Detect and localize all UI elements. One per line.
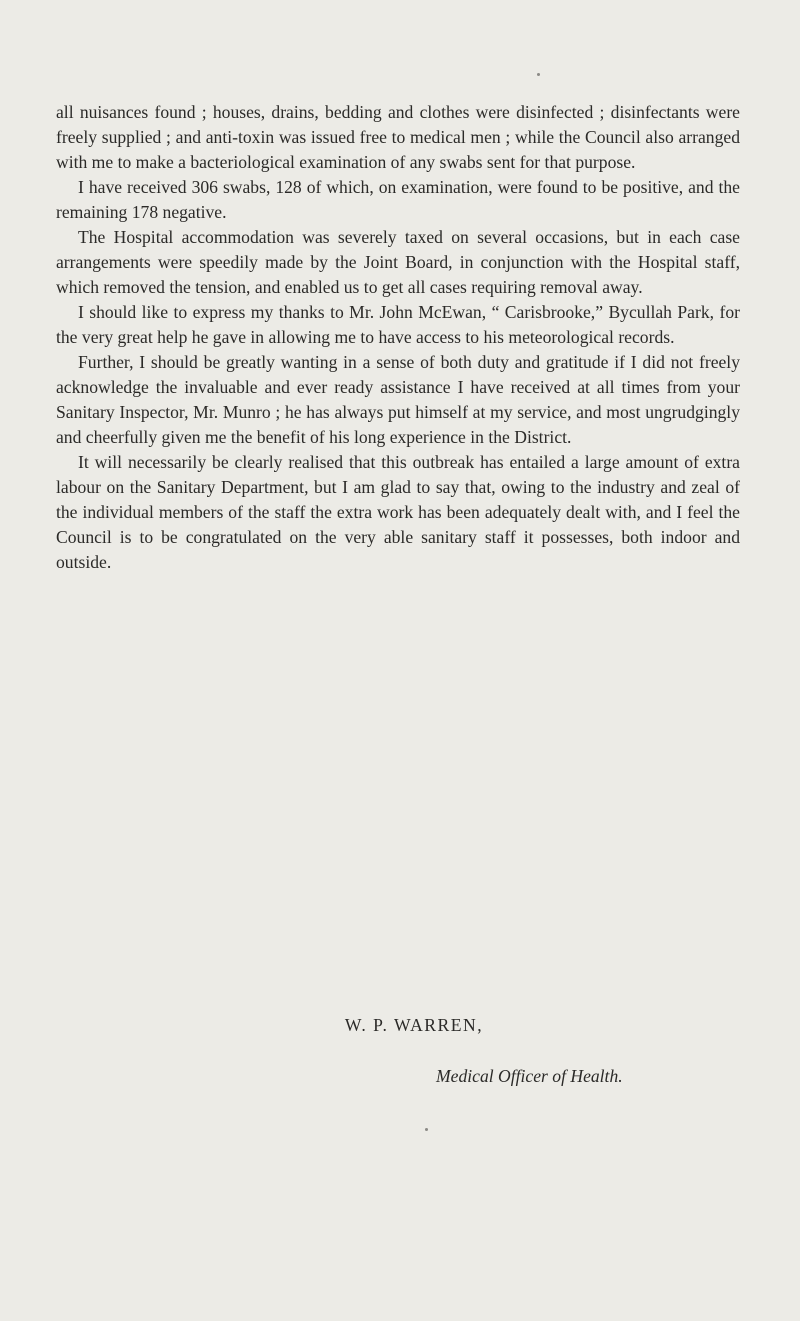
body-text [56, 100, 740, 575]
signature-title: Medical Officer of Health. [436, 1066, 623, 1086]
signature-name: W. P. WARREN, [344, 1015, 484, 1035]
paragraph-hospital: The Hospital accommodation was severely taxed on several occasions, but in each case arrangements were speedily made by the Joint Board, in conjunction with the Hospital staff, which removed the tension, and enabled us to get all cases requiring removal away. [56, 227, 740, 297]
paragraph-outbreak: It will necessarily be clearly realised that this outbreak has entailed a large amount of extra labour on the Sanitary Department, but I am glad to say that, owing to the industry and zeal of the individual members of the staff the extra work has been adequately dealt with, and I feel the Council is to be congratulated on the very able sanitary staff it possesses, both indoor and outside. [56, 452, 740, 572]
print-speck-top [537, 73, 540, 76]
paragraph-thanks: I should like to express my thanks to Mr. John McEwan, “ Carisbrooke,” Bycullah Park, for the very great help he gave in allowing me to have access to his meteorological records. [56, 302, 740, 347]
print-speck-bottom [425, 1128, 428, 1131]
paragraph-continuation: all nuisances found ; houses, drains, bedding and clothes were disinfected ; disinfectants were freely supplied ; and anti-toxin was issued free to medical men ; while the Council also arranged with me to make a bacteriological examination of any swabs sent for that purpose. [56, 102, 740, 172]
paragraph-gratitude: Further, I should be greatly wanting in a sense of both duty and gratitude if I did not freely acknowledge the invaluable and ever ready assistance I have received at all times from your Sanitary Inspector, Mr. Munro ; he has always put himself at my service, and most ungrudgingly and cheerfully given me the benefit of his long experience in the District. [56, 352, 740, 447]
paragraph-swabs: I have received 306 swabs, 128 of which, on examination, were found to be positive, and the remaining 178 negative. [56, 177, 740, 222]
